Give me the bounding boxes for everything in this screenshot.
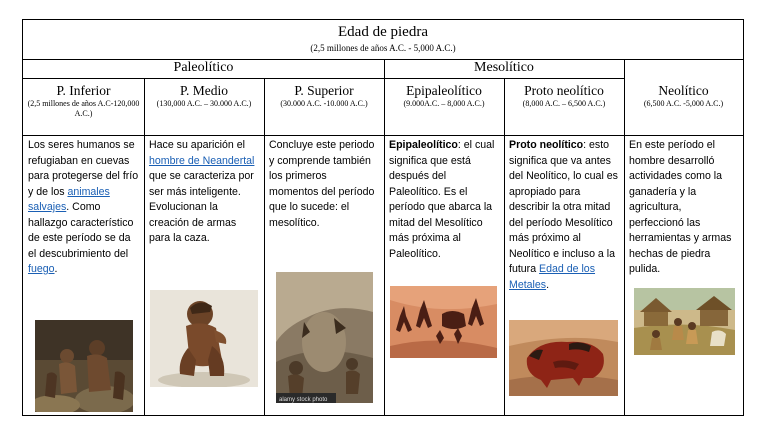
table-subtitle: (2,5 millones de años A.C. - 5,000 A.C.) xyxy=(310,43,456,53)
body-text: . Como hallazgo característico de este período se da el descubrimiento del xyxy=(28,201,134,260)
col-body-neolitico xyxy=(624,137,743,278)
neolithic-village-image xyxy=(634,288,735,355)
col-header-neolitico xyxy=(624,83,743,109)
col-dates: (9.000A.C. – 8,000 A.C.) xyxy=(403,99,485,108)
body-text: Hace su aparición el xyxy=(149,139,245,151)
body-link[interactable]: animales salvajes xyxy=(28,185,110,213)
body-term: Proto neolítico xyxy=(509,139,584,151)
col-body-p-superior xyxy=(264,137,384,231)
col-dates: (130,000 A.C. – 30.000 A.C.) xyxy=(156,99,252,108)
bison-painting-image xyxy=(509,320,618,396)
col-dates: (30.000 A.C. -10.000 A.C.) xyxy=(280,99,368,108)
table-title: Edad de piedra xyxy=(338,24,428,40)
col-header-p-inferior xyxy=(23,83,144,119)
body-text: . xyxy=(54,263,58,275)
divider-header xyxy=(23,135,743,136)
body-link[interactable]: fuego xyxy=(28,263,55,275)
col-body-p-inferior xyxy=(23,137,144,278)
watermark-text: alamy stock photo xyxy=(279,397,328,403)
body-text: : el cual significa que está después del Paleolítico. Es el período que abarca la mitad del Mesolítico más próxima al Paleolítico. xyxy=(389,139,495,260)
body-text: En este período el hombre desarrolló actividades como la ganadería y la agricultura, perfeccionó las herramientas y armas hechas de piedra pulida. xyxy=(629,139,732,275)
table-title-cell xyxy=(23,24,743,53)
col-dates: (6,500 A.C. -5,000 A.C.) xyxy=(643,99,724,108)
col-title: P. Medio xyxy=(179,83,228,98)
body-link[interactable]: Edad de los Metales xyxy=(509,263,596,291)
body-term: Epipaleolítico xyxy=(389,139,458,151)
group-mesolitico: Mesolítico xyxy=(474,60,534,75)
body-link[interactable]: hombre de Neandertal xyxy=(149,154,255,167)
col-header-proto-neolitico xyxy=(504,83,624,109)
body-text: Concluye este periodo y comprende también los primeros momentos del período que lo sucede: el mesolítico. xyxy=(269,139,375,229)
col-title: Epipaleolítico xyxy=(406,83,482,98)
stone-age-table xyxy=(22,19,744,416)
col-body-p-medio xyxy=(144,137,264,247)
rock-art-image xyxy=(390,286,497,358)
col-header-epipaleolitico xyxy=(384,83,504,109)
body-text: que se caracteriza por ser más inteligente. Evolucionan la creación de armas para la caza. xyxy=(149,170,254,244)
col-dates: (2,5 millones de años A.C-120,000 A.C.) xyxy=(27,99,140,118)
col-header-p-medio xyxy=(144,83,264,109)
cave-humans-fire-image xyxy=(35,320,133,412)
group-paleolitico: Paleolítico xyxy=(173,60,234,75)
body-text: . xyxy=(546,278,550,291)
col-title: Neolítico xyxy=(658,83,709,98)
col-title: Proto neolítico xyxy=(524,83,604,98)
col-header-p-superior xyxy=(264,83,384,109)
divider-col2 xyxy=(264,78,265,415)
neanderthal-image xyxy=(150,290,258,387)
col-title: P. Inferior xyxy=(56,83,111,98)
cave-painting-scene-image xyxy=(276,272,373,403)
col-dates: (8,000 A.C. – 6,500 A.C.) xyxy=(522,99,606,108)
col-body-proto-neolitico xyxy=(504,137,624,293)
divider-col1 xyxy=(144,78,145,415)
body-text: Los seres humanos se refugiaban en cuevas para protegerse del frío y de los xyxy=(28,139,139,198)
body-text: : esto significa que va antes del Neolítico, lo cual es apropiado para describir la otra mitad del período Mesolítico más próximo al Neolítico e incluso a la futura xyxy=(509,139,618,275)
col-body-epipaleolitico xyxy=(384,137,504,262)
col-title: P. Superior xyxy=(294,83,354,98)
divider-groups xyxy=(23,78,625,79)
